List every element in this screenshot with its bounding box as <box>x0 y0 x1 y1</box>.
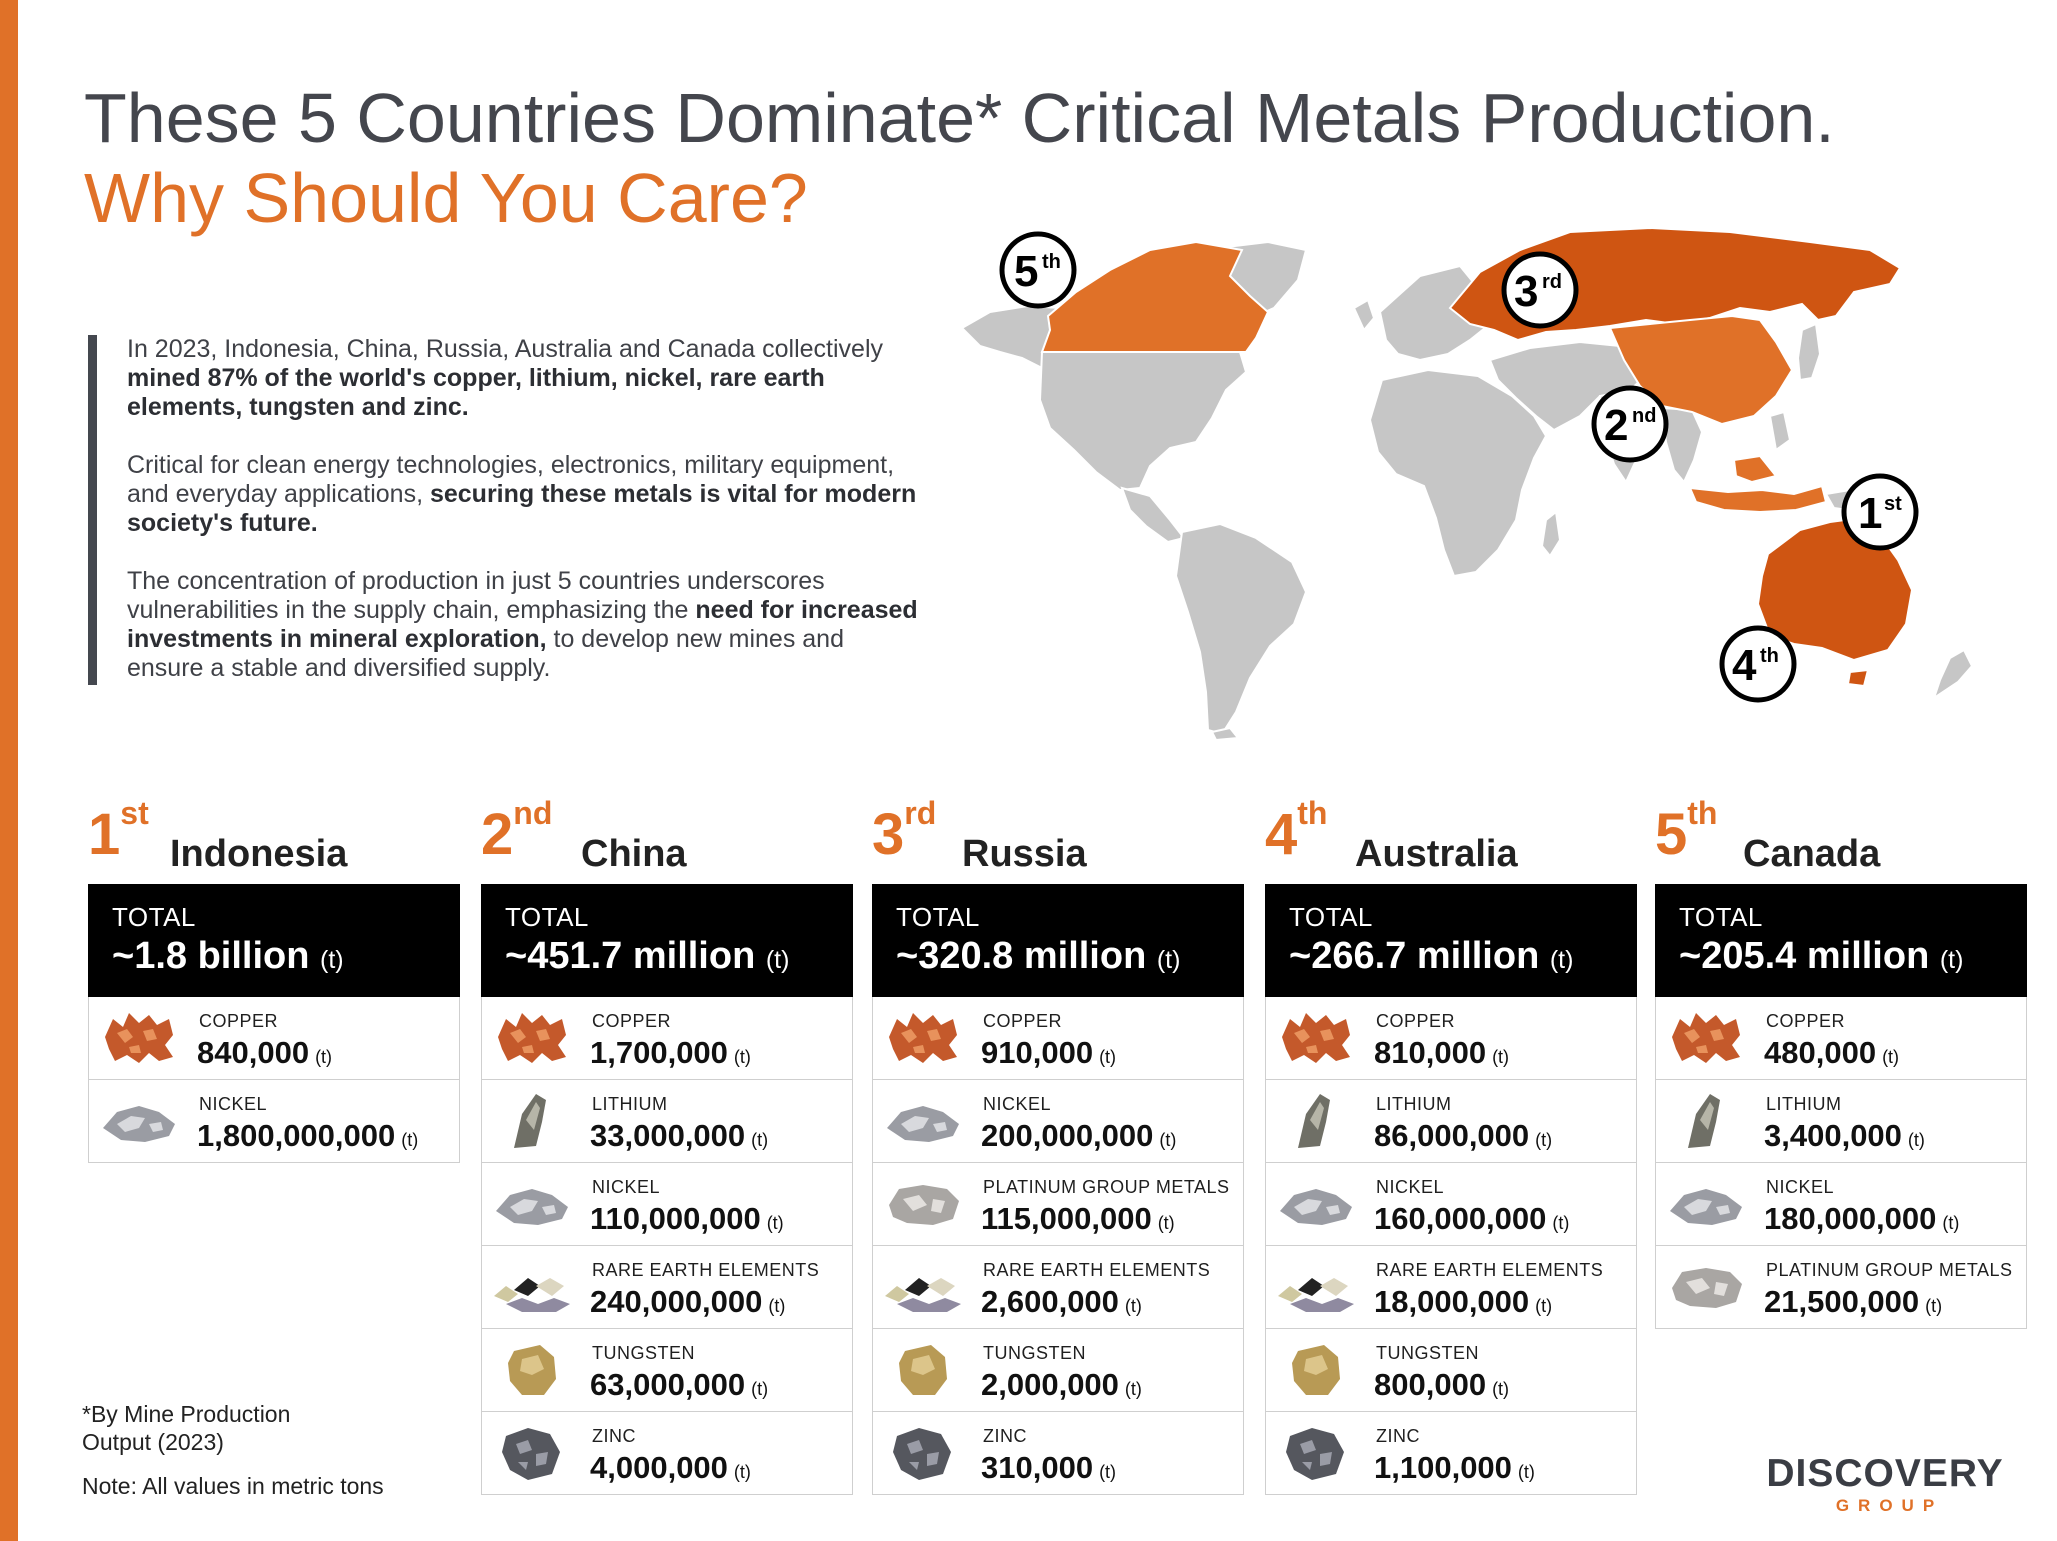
country-name: China <box>581 833 687 875</box>
total-value: ~266.7 million (t) <box>1289 935 1574 977</box>
country-name: Russia <box>962 833 1087 875</box>
country-name: Australia <box>1355 833 1518 875</box>
metal-name: LITHIUM <box>592 1094 668 1114</box>
metal-row <box>1265 1163 1637 1246</box>
platinum-icon <box>1666 1256 1748 1318</box>
metal-row <box>872 1246 1244 1329</box>
metal-list <box>1265 997 1637 1495</box>
metal-value: 160,000,000 (t) <box>1374 1201 1570 1236</box>
logo-main: DISCOVERY <box>1766 1452 2004 1495</box>
metal-value: 800,000 (t) <box>1374 1367 1510 1402</box>
metal-value: 1,700,000 (t) <box>590 1035 751 1070</box>
metal-row <box>1265 1329 1637 1412</box>
total-value: ~205.4 million (t) <box>1679 935 1964 977</box>
country-header <box>872 795 1244 880</box>
total-box <box>872 884 1244 997</box>
metal-name: COPPER <box>983 1011 1063 1031</box>
metal-name: NICKEL <box>1766 1177 1835 1197</box>
metal-row <box>1655 1080 2027 1163</box>
metal-row <box>1655 997 2027 1080</box>
country-rank: 5th <box>1655 795 1718 867</box>
total-box <box>481 884 853 997</box>
metal-list <box>88 997 460 1163</box>
total-value: ~320.8 million (t) <box>896 935 1181 977</box>
metal-name: LITHIUM <box>1376 1094 1452 1114</box>
metal-name: TUNGSTEN <box>983 1343 1086 1363</box>
metal-row <box>88 997 460 1080</box>
country-rank: 1st <box>88 795 149 867</box>
svg-text:4: 4 <box>1732 641 1757 690</box>
map-south-america <box>1176 524 1306 734</box>
metal-value: 4,000,000 (t) <box>590 1450 751 1485</box>
nickel-icon <box>492 1173 574 1235</box>
metal-value: 200,000,000 (t) <box>981 1118 1177 1153</box>
metal-value: 2,600,000 (t) <box>981 1284 1142 1319</box>
footnote-line-2: Output (2023) <box>82 1429 224 1455</box>
country-rank: 3rd <box>872 795 937 867</box>
zinc-icon <box>1276 1422 1358 1484</box>
title-line-2: Why Should You Care? <box>84 159 808 237</box>
copper-icon <box>492 1007 574 1069</box>
metal-value: 110,000,000 (t) <box>590 1201 784 1236</box>
intro-text <box>88 335 918 685</box>
map-badge-4 <box>1722 628 1794 700</box>
metal-value: 840,000 (t) <box>197 1035 333 1070</box>
intro-paragraph-1: In 2023, Indonesia, China, Russia, Australia and Canada collectively mined 87% of the world's copper, lithium, nickel, rare earth elements, tungsten and zinc. <box>127 335 884 421</box>
metal-row <box>481 1246 853 1329</box>
metal-name: NICKEL <box>1376 1177 1445 1197</box>
total-label: TOTAL <box>1289 902 1373 932</box>
country-australia <box>1265 795 1637 1495</box>
metal-value: 86,000,000 (t) <box>1374 1118 1553 1153</box>
svg-text:3: 3 <box>1514 267 1539 316</box>
total-label: TOTAL <box>505 902 589 932</box>
metal-name: TUNGSTEN <box>1376 1343 1479 1363</box>
footnote <box>82 1400 482 1500</box>
total-label: TOTAL <box>112 902 196 932</box>
rare-earth-icon <box>492 1256 574 1318</box>
total-box <box>1265 884 1637 997</box>
metal-name: PLATINUM GROUP METALS <box>983 1177 1230 1197</box>
country-indonesia <box>88 795 460 1163</box>
footnote-note: Note: All values in metric tons <box>82 1473 384 1499</box>
metal-value: 1,800,000,000 (t) <box>197 1118 419 1153</box>
country-rank: 2nd <box>481 795 553 867</box>
metal-value: 21,500,000 (t) <box>1764 1284 1943 1319</box>
lithium-icon <box>1666 1090 1748 1152</box>
metal-name: COPPER <box>1376 1011 1456 1031</box>
map-indonesia <box>1690 456 1826 512</box>
svg-text:st: st <box>1884 493 1902 515</box>
total-value: ~1.8 billion (t) <box>112 935 344 977</box>
metal-value: 115,000,000 (t) <box>981 1201 1175 1236</box>
rare-earth-icon <box>1276 1256 1358 1318</box>
metal-value: 18,000,000 (t) <box>1374 1284 1553 1319</box>
metal-value: 1,100,000 (t) <box>1374 1450 1535 1485</box>
copper-icon <box>1666 1007 1748 1069</box>
metal-name: ZINC <box>592 1426 636 1446</box>
metal-row <box>1265 1246 1637 1329</box>
metal-list <box>872 997 1244 1495</box>
lithium-icon <box>1276 1090 1358 1152</box>
page-title <box>84 78 1984 238</box>
map-usa <box>1040 352 1246 490</box>
zinc-icon <box>883 1422 965 1484</box>
copper-icon <box>99 1007 181 1069</box>
copper-icon <box>1276 1007 1358 1069</box>
map-badge-5 <box>1002 234 1074 306</box>
total-label: TOTAL <box>1679 902 1763 932</box>
metal-row <box>872 997 1244 1080</box>
metal-row <box>481 1163 853 1246</box>
country-rank: 4th <box>1265 795 1328 867</box>
map-canada <box>1042 242 1268 352</box>
rare-earth-icon <box>883 1256 965 1318</box>
total-label: TOTAL <box>896 902 980 932</box>
metal-row <box>481 997 853 1080</box>
map-new-zealand <box>1934 650 1972 698</box>
world-map <box>950 220 2000 740</box>
svg-text:1: 1 <box>1858 489 1883 538</box>
metal-row <box>872 1163 1244 1246</box>
metal-row <box>872 1412 1244 1495</box>
accent-sidebar <box>0 0 18 1541</box>
country-russia <box>872 795 1244 1495</box>
logo-sub: GROUP <box>1835 1496 1944 1515</box>
map-philippines <box>1770 412 1790 450</box>
map-uk <box>1354 300 1374 330</box>
metal-name: COPPER <box>1766 1011 1846 1031</box>
metal-row <box>1655 1246 2027 1329</box>
metal-name: ZINC <box>983 1426 1027 1446</box>
metal-list <box>481 997 853 1495</box>
tungsten-icon <box>883 1339 965 1401</box>
metal-name: COPPER <box>592 1011 672 1031</box>
metal-value: 2,000,000 (t) <box>981 1367 1142 1402</box>
country-header <box>1265 795 1637 880</box>
lithium-icon <box>492 1090 574 1152</box>
platinum-icon <box>883 1173 965 1235</box>
country-name: Indonesia <box>170 833 348 875</box>
metal-name: ZINC <box>1376 1426 1420 1446</box>
metal-name: PLATINUM GROUP METALS <box>1766 1260 2013 1280</box>
svg-text:5: 5 <box>1014 247 1039 296</box>
map-central-america <box>1122 488 1184 542</box>
metal-name: RARE EARTH ELEMENTS <box>983 1260 1211 1280</box>
country-header <box>1655 795 2027 880</box>
zinc-icon <box>492 1422 574 1484</box>
tungsten-icon <box>1276 1339 1358 1401</box>
copper-icon <box>883 1007 965 1069</box>
metal-row <box>872 1329 1244 1412</box>
metal-name: COPPER <box>199 1011 279 1031</box>
country-canada <box>1655 795 2027 1329</box>
svg-text:rd: rd <box>1542 271 1562 293</box>
metal-name: NICKEL <box>983 1094 1052 1114</box>
metal-row <box>1265 1080 1637 1163</box>
metal-value: 180,000,000 (t) <box>1764 1201 1960 1236</box>
country-name: Canada <box>1743 833 1881 875</box>
metal-value: 63,000,000 (t) <box>590 1367 769 1402</box>
metal-row <box>88 1080 460 1163</box>
metal-row <box>481 1412 853 1495</box>
metal-value: 910,000 (t) <box>981 1035 1117 1070</box>
metal-name: NICKEL <box>199 1094 268 1114</box>
intro-paragraph-2: Critical for clean energy technologies, electronics, military equipment, and everyday applications, securing these metals is vital for modern society's future. <box>127 451 917 537</box>
map-badge-3 <box>1504 254 1576 326</box>
nickel-icon <box>99 1090 181 1152</box>
metal-row <box>481 1080 853 1163</box>
country-china <box>481 795 853 1495</box>
svg-text:th: th <box>1760 645 1779 667</box>
nickel-icon <box>1276 1173 1358 1235</box>
map-badge-1 <box>1844 476 1916 548</box>
nickel-icon <box>1666 1173 1748 1235</box>
metal-row <box>1655 1163 2027 1246</box>
metal-name: TUNGSTEN <box>592 1343 695 1363</box>
metal-row <box>872 1080 1244 1163</box>
map-badge-2 <box>1594 388 1666 460</box>
svg-text:2: 2 <box>1604 401 1629 450</box>
footnote-line-1: *By Mine Production <box>82 1401 291 1427</box>
metal-value: 240,000,000 (t) <box>590 1284 786 1319</box>
svg-text:th: th <box>1042 251 1061 273</box>
country-header <box>481 795 853 880</box>
metal-row <box>481 1329 853 1412</box>
svg-text:nd: nd <box>1632 405 1657 427</box>
metal-row <box>1265 1412 1637 1495</box>
country-header <box>88 795 460 880</box>
metal-name: RARE EARTH ELEMENTS <box>592 1260 820 1280</box>
metal-value: 310,000 (t) <box>981 1450 1117 1485</box>
tungsten-icon <box>492 1339 574 1401</box>
metal-value: 3,400,000 (t) <box>1764 1118 1925 1153</box>
metal-name: RARE EARTH ELEMENTS <box>1376 1260 1604 1280</box>
total-box <box>1655 884 2027 997</box>
metal-value: 810,000 (t) <box>1374 1035 1510 1070</box>
metal-row <box>1265 997 1637 1080</box>
metal-value: 480,000 (t) <box>1764 1035 1900 1070</box>
nickel-icon <box>883 1090 965 1152</box>
metal-value: 33,000,000 (t) <box>590 1118 769 1153</box>
discovery-group-logo <box>1765 1452 2005 1516</box>
total-value: ~451.7 million (t) <box>505 935 790 977</box>
metal-name: NICKEL <box>592 1177 661 1197</box>
map-madagascar <box>1542 512 1560 556</box>
metal-name: LITHIUM <box>1766 1094 1842 1114</box>
title-line-1: These 5 Countries Dominate* Critical Metals Production. <box>84 79 1835 157</box>
metal-list <box>1655 997 2027 1329</box>
total-box <box>88 884 460 997</box>
intro-paragraph-3: The concentration of production in just 5 countries underscores vulnerabilities in the supply chain, emphasizing the need for increased investments in mineral exploration, to develop new mines and ensure a stable and diversified supply. <box>127 567 918 682</box>
map-japan <box>1798 324 1820 380</box>
